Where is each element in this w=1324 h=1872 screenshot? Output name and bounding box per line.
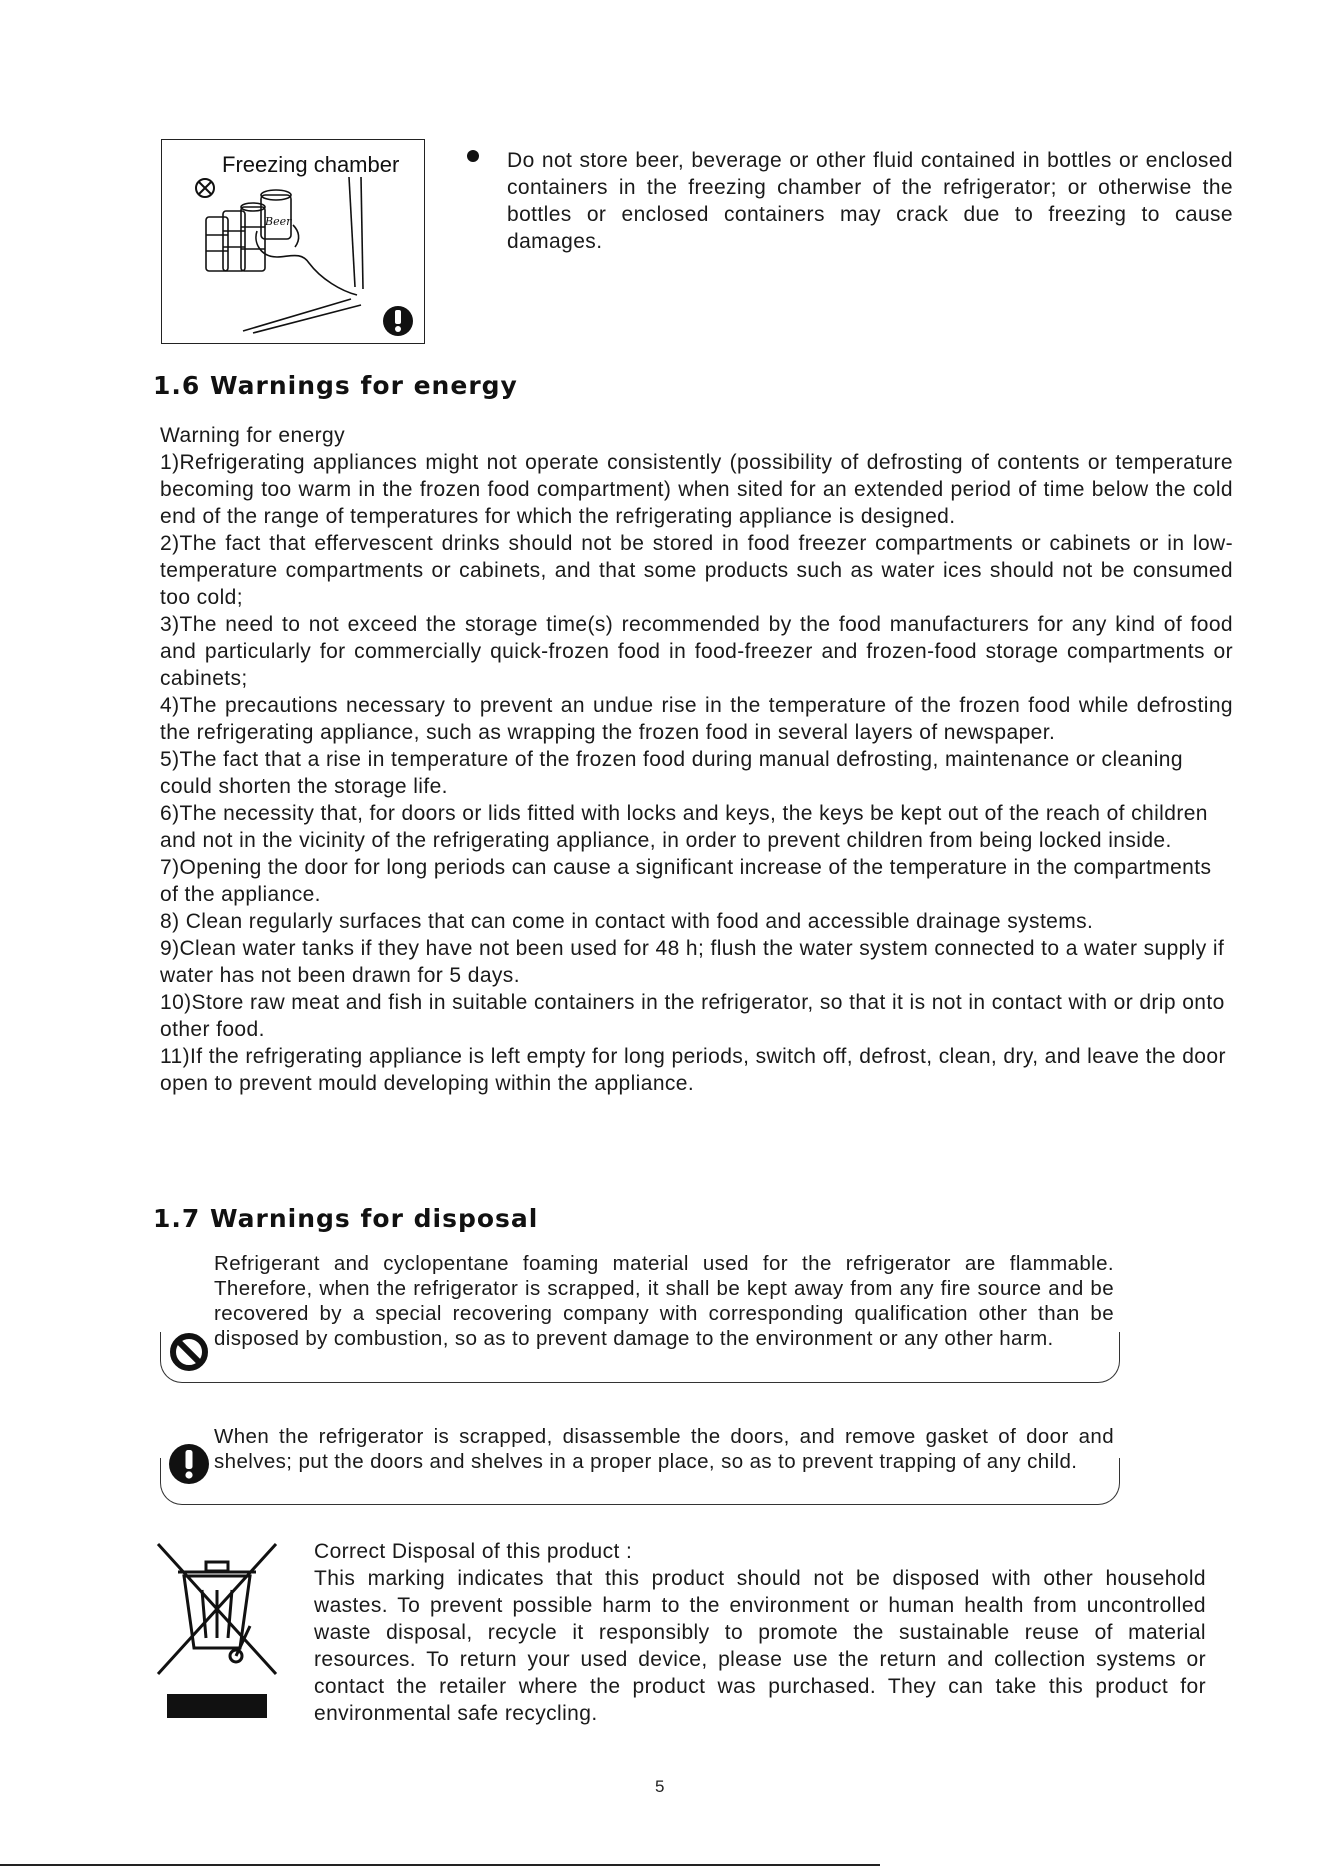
energy-item: 7)Opening the door for long periods can cause a significant increase of the temperature in the compartments of the appliance. (160, 856, 1212, 906)
energy-item: 9)Clean water tanks if they have not been used for 48 h; flush the water system connected to a water supply if water has not been drawn for 5 days. (160, 937, 1225, 987)
section-heading-disposal: 1.7 Warnings for disposal (153, 1204, 539, 1233)
section-heading-energy: 1.6 Warnings for energy (153, 371, 518, 400)
child-trap-warning-text: When the refrigerator is scrapped, disassemble the doors, and remove gasket of door and shelves; put the doors and shelves in a proper place, so as to prevent trapping of any child. (214, 1425, 1114, 1473)
weee-title: Correct Disposal of this product : (314, 1540, 633, 1563)
energy-item: 1)Refrigerating appliances might not operate consistently (possibility of defrosting of contents or temperature becoming too warm in the frozen food compartment) when sited for an extended period of time below the cold end of the range of temperatures for which the refrigerating appliance is designed. (160, 451, 1233, 528)
footer-rule (0, 1864, 880, 1866)
weee-black-bar (167, 1694, 267, 1718)
page-number: 5 (655, 1777, 665, 1796)
exclamation-icon (383, 306, 413, 336)
beer-label: Beer (265, 215, 292, 228)
energy-item: 5)The fact that a rise in temperature of the frozen food during manual defrosting, maintenance or cleaning could shorten the storage life. (160, 748, 1183, 798)
energy-item: 4)The precautions necessary to prevent an undue rise in the temperature of the frozen food while defrosting the refrigerating appliance, such as wrapping the frozen food in several layers of newspaper. (160, 694, 1233, 744)
beverage-warning-text: Do not store beer, beverage or other fluid contained in bottles or enclosed containers in the freezing chamber of the refrigerator; or otherwise the bottles or enclosed containers may crack due to freezing to cause damages. (507, 149, 1233, 253)
energy-item: 10)Store raw meat and fish in suitable containers in the refrigerator, so that it is not in contact with or drip onto other food. (160, 991, 1225, 1041)
exclamation-icon (167, 1442, 211, 1486)
freezing-chamber-label: Freezing chamber (222, 152, 400, 177)
energy-intro: Warning for energy (160, 424, 346, 447)
no-fire-icon (167, 1330, 211, 1374)
weee-text: This marking indicates that this product should not be disposed with other household wastes. To prevent possible harm to the environment or human health from uncontrolled waste disposal, recycle it responsibly to promote the sustainable reuse of material resources. To return your used device, please use the return and collection systems or contact the retailer where the product was purchased. They can take this product for environmental safe recycling. (314, 1567, 1206, 1725)
crossed-out-bin-icon (154, 1540, 280, 1678)
bullet-icon (467, 150, 479, 162)
flammable-warning-text: Refrigerant and cyclopentane foaming material used for the refrigerator are flammable. Therefore, when the refrigerator is scrapped, it shall be kept away from any fire source and be recovered by a special recovering company with corresponding qualification other than be disposed by combustion, so as to prevent damage to the environment or any other harm. (214, 1252, 1114, 1350)
energy-item: 11)If the refrigerating appliance is left empty for long periods, switch off, defrost, clean, dry, and leave the door open to prevent mould developing within the appliance. (160, 1045, 1226, 1095)
energy-warning-list (160, 422, 1233, 1097)
prohibited-icon (196, 179, 214, 197)
energy-item: 6)The necessity that, for doors or lids fitted with locks and keys, the keys be kept out of the reach of children and not in the vicinity of the refrigerating appliance, in order to prevent children from being locked inside. (160, 802, 1208, 852)
energy-item: 2)The fact that effervescent drinks should not be stored in food freezer compartments or cabinets or in low-temperature compartments or cabinets, and that some products such as water ices should not be consumed too cold; (160, 532, 1233, 609)
energy-item: 3)The need to not exceed the storage time(s) recommended by the food manufacturers for any kind of food and particularly for commercially quick-frozen food in food-freezer and frozen-food storage compartments or cabinets; (160, 613, 1233, 690)
energy-item: 8) Clean regularly surfaces that can come in contact with food and accessible drainage systems. (160, 910, 1094, 933)
bottles-icon (206, 177, 363, 333)
